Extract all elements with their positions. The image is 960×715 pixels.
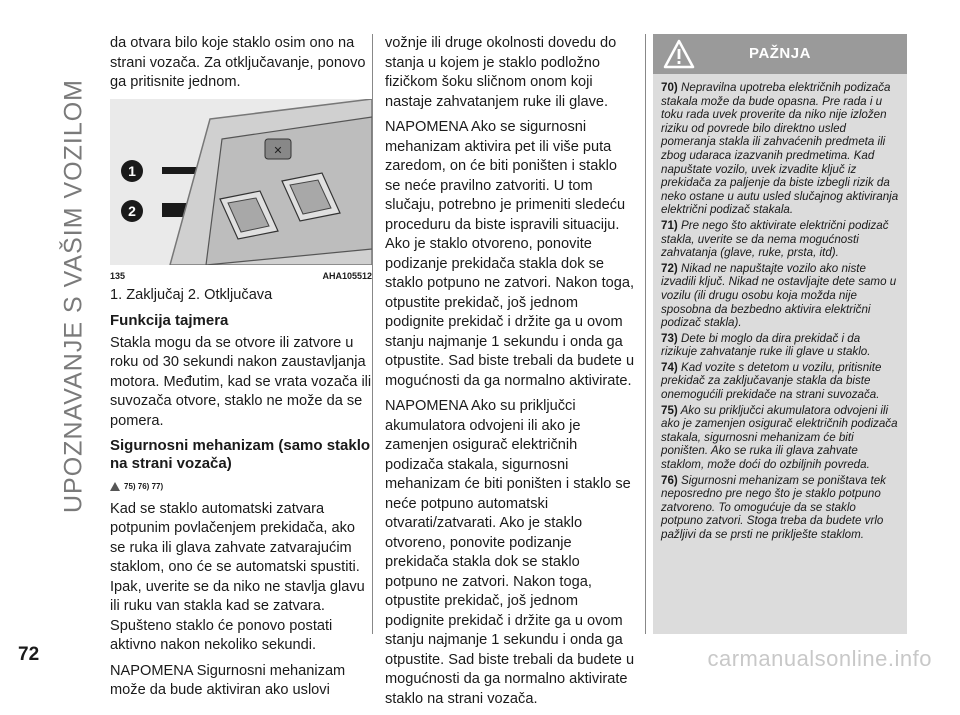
note-paragraph-2: NAPOMENA Ako se sigurnosni mehanizam aktivira pet ili više puta zaredom, on će biti poništen i staklo se neće pravilno zatvoriti. U tom slučaju, potrebno je primeniti sledeću proceduru da biste ispravili situaciju. Ako je staklo otvoreno, ponovite podizanje prekidača stakla dok se staklo potpuno ne zatvori. Nakon toga, otpustite prekidač, još jednom podignite prekidač i držite ga u ovom stanju najmanje 1 sekundu i onda ga otpustite. Sad biste trebali da budete u mogućnosti da ga normalno aktivirate.	[385, 119, 635, 389]
warning-item	[661, 474, 899, 542]
warning-item-number: 71)	[661, 218, 678, 232]
warning-triangle-icon	[110, 482, 120, 491]
note-paragraph-3: NAPOMENA Ako su priključci akumulatora odvojeni ili ako je zamenjen osigurač električnih podizača stakala, sigurnosni mehanizam će biti poništen i staklo se neće potpuno automatski otvarati/zatvarati. Ako je staklo otvoreno, ponovite podizanje prekidača stakla dok se staklo potpuno ne zatvori. Nakon toga, otpustite prekidač, još jednom podignite prekidač i držite ga u ovom stanju najmanje 1 sekundu i onda ga otpustite. Sad biste trebali da budete u mogućnosti da ga normalno aktivirate staklo na strani vozača.	[385, 398, 635, 707]
warning-title: PAŽNJA	[749, 45, 811, 62]
page-number: 72	[18, 644, 40, 665]
callout-1-label: 1	[128, 162, 136, 179]
warning-item-number: 73)	[661, 331, 678, 345]
site-watermark: carmanualsonline.info	[707, 646, 932, 671]
column-divider	[645, 34, 646, 634]
warning-item	[661, 219, 899, 260]
warning-box	[653, 34, 907, 634]
warning-item-text: Pre nego što aktivirate električni podizač stakla, uverite se da nema mogućnosti zahvatanja (glave, ruke, prsta, itd).	[661, 218, 889, 260]
text-column-2	[385, 34, 635, 715]
figure-code: AHA105512	[322, 270, 372, 281]
figure-number: 135	[110, 270, 126, 281]
warning-items	[653, 74, 907, 542]
figure-legend: 1. Zaključaj 2. Otključava	[110, 287, 273, 303]
window-switch-figure	[110, 99, 372, 265]
warning-item	[661, 404, 899, 472]
window-switch-illustration	[110, 99, 372, 265]
warning-item	[661, 262, 899, 330]
warning-item	[661, 361, 899, 402]
warning-header	[653, 34, 907, 74]
warning-references: 75) 76) 77)	[110, 477, 372, 497]
warning-item-text: Kad vozite s detetom u vozilu, pritisnite prekidač za zaključavanje stakla da biste onemogućili prekidače na strani suvozača.	[661, 360, 882, 402]
warning-item	[661, 332, 899, 359]
svg-text:✕: ✕	[273, 143, 283, 157]
warning-item-text: Ako su priključci akumulatora odvojeni ili ako je zamenjen osigurač električnih podizača stakala, sigurnosni mehanizam će biti poništen. Ako se ruka ili glava zahvate staklom, može doći do ozbiljnih povreda.	[661, 403, 898, 472]
lock-symbol	[162, 167, 198, 174]
warning-item-text: Sigurnosni mehanizam se poništava tek neposredno pre nego što je staklo potpuno zatvoreno. To omogućuje da se staklo potpuno zatvori. Stoga treba da budete vrlo pažljivi da se prsti ne priklještе staklom.	[661, 473, 886, 541]
warning-item-number: 70)	[661, 81, 678, 94]
heading-safety-mechanism: Sigurnosni mehanizam (samo staklo na strani vozača)	[110, 437, 371, 472]
safety-paragraph: Kad se staklo automatski zatvara potpunim povlačenjem prekidača, ako se ruka ili glava zahvate zatvarajućim staklom, ono će se automatski spustiti. Ipak, uverite se da niko ne stavlja glavu ili ruku van stakla kad se zatvara. Spušteno staklo će ponovo postati aktivno nakon nekoliko sekundi.	[110, 500, 365, 653]
warning-item	[661, 81, 899, 217]
warning-item-number: 76)	[661, 473, 678, 487]
heading-timer-function: Funkcija tajmera	[110, 311, 229, 329]
timer-paragraph: Stakla mogu da se otvore ili zatvore u roku od 30 sekundi nakon zaustavljanja motora. Međutim, kad se vrata vozača ili suvozača otvore, staklo ne može da se pomera.	[110, 334, 372, 429]
warning-item-number: 75)	[661, 403, 678, 417]
text-column-1	[110, 34, 372, 707]
continued-paragraph: vožnje ili druge okolnosti dovedu do stanja u kojem je staklo podložno fizičkom šoku sličnom onom koji nastaje zahvatanjem ruke ili glave.	[385, 35, 617, 110]
column-divider	[372, 34, 373, 634]
chapter-side-title: UPOZNAVANJE S VAŠIM VOZILOM	[59, 78, 88, 514]
warning-item-number: 72)	[661, 261, 678, 275]
intro-paragraph: da otvara bilo koje staklo osim ono na strani vozača. Za otključavanje, ponovo ga pritisnite jednom.	[110, 35, 366, 90]
warning-item-text: Nepravilna upotreba električnih podizača stakala može da bude opasna. Pre rada i u toku rada uvek proverite da niko nije izložen riziku od povrede bilo direktno usled pomeranja stakla ili zahvaćenih predmeta ili zbog udaraca izazvanih predmetima. Kad napuštate vozilo, uvek izvadite ključ iz prekidača za paljenje da biste izbegli rizik da neko ostane u autu usled slučajnog aktiviranja električni podizač stakala.	[661, 81, 899, 217]
callout-2-label: 2	[128, 202, 136, 219]
warning-item-number: 74)	[661, 360, 678, 374]
note-paragraph: NAPOMENA Sigurnosni mehanizam može da bude aktiviran ako uslovi	[110, 662, 346, 698]
figure-caption	[110, 267, 372, 287]
warning-item-text: Nikad ne napuštajte vozilo ako niste izvadili ključ. Nikad ne ostavljajte dete samo u vozilu (ili drugu osobu koja možda nije sposobna da bezbedno aktivira električni podizač stakla).	[661, 261, 897, 330]
warning-item-text: Dete bi moglo da dira prekidač i da rizikuje zahvatanje ruke ili glave u staklo.	[661, 331, 871, 359]
